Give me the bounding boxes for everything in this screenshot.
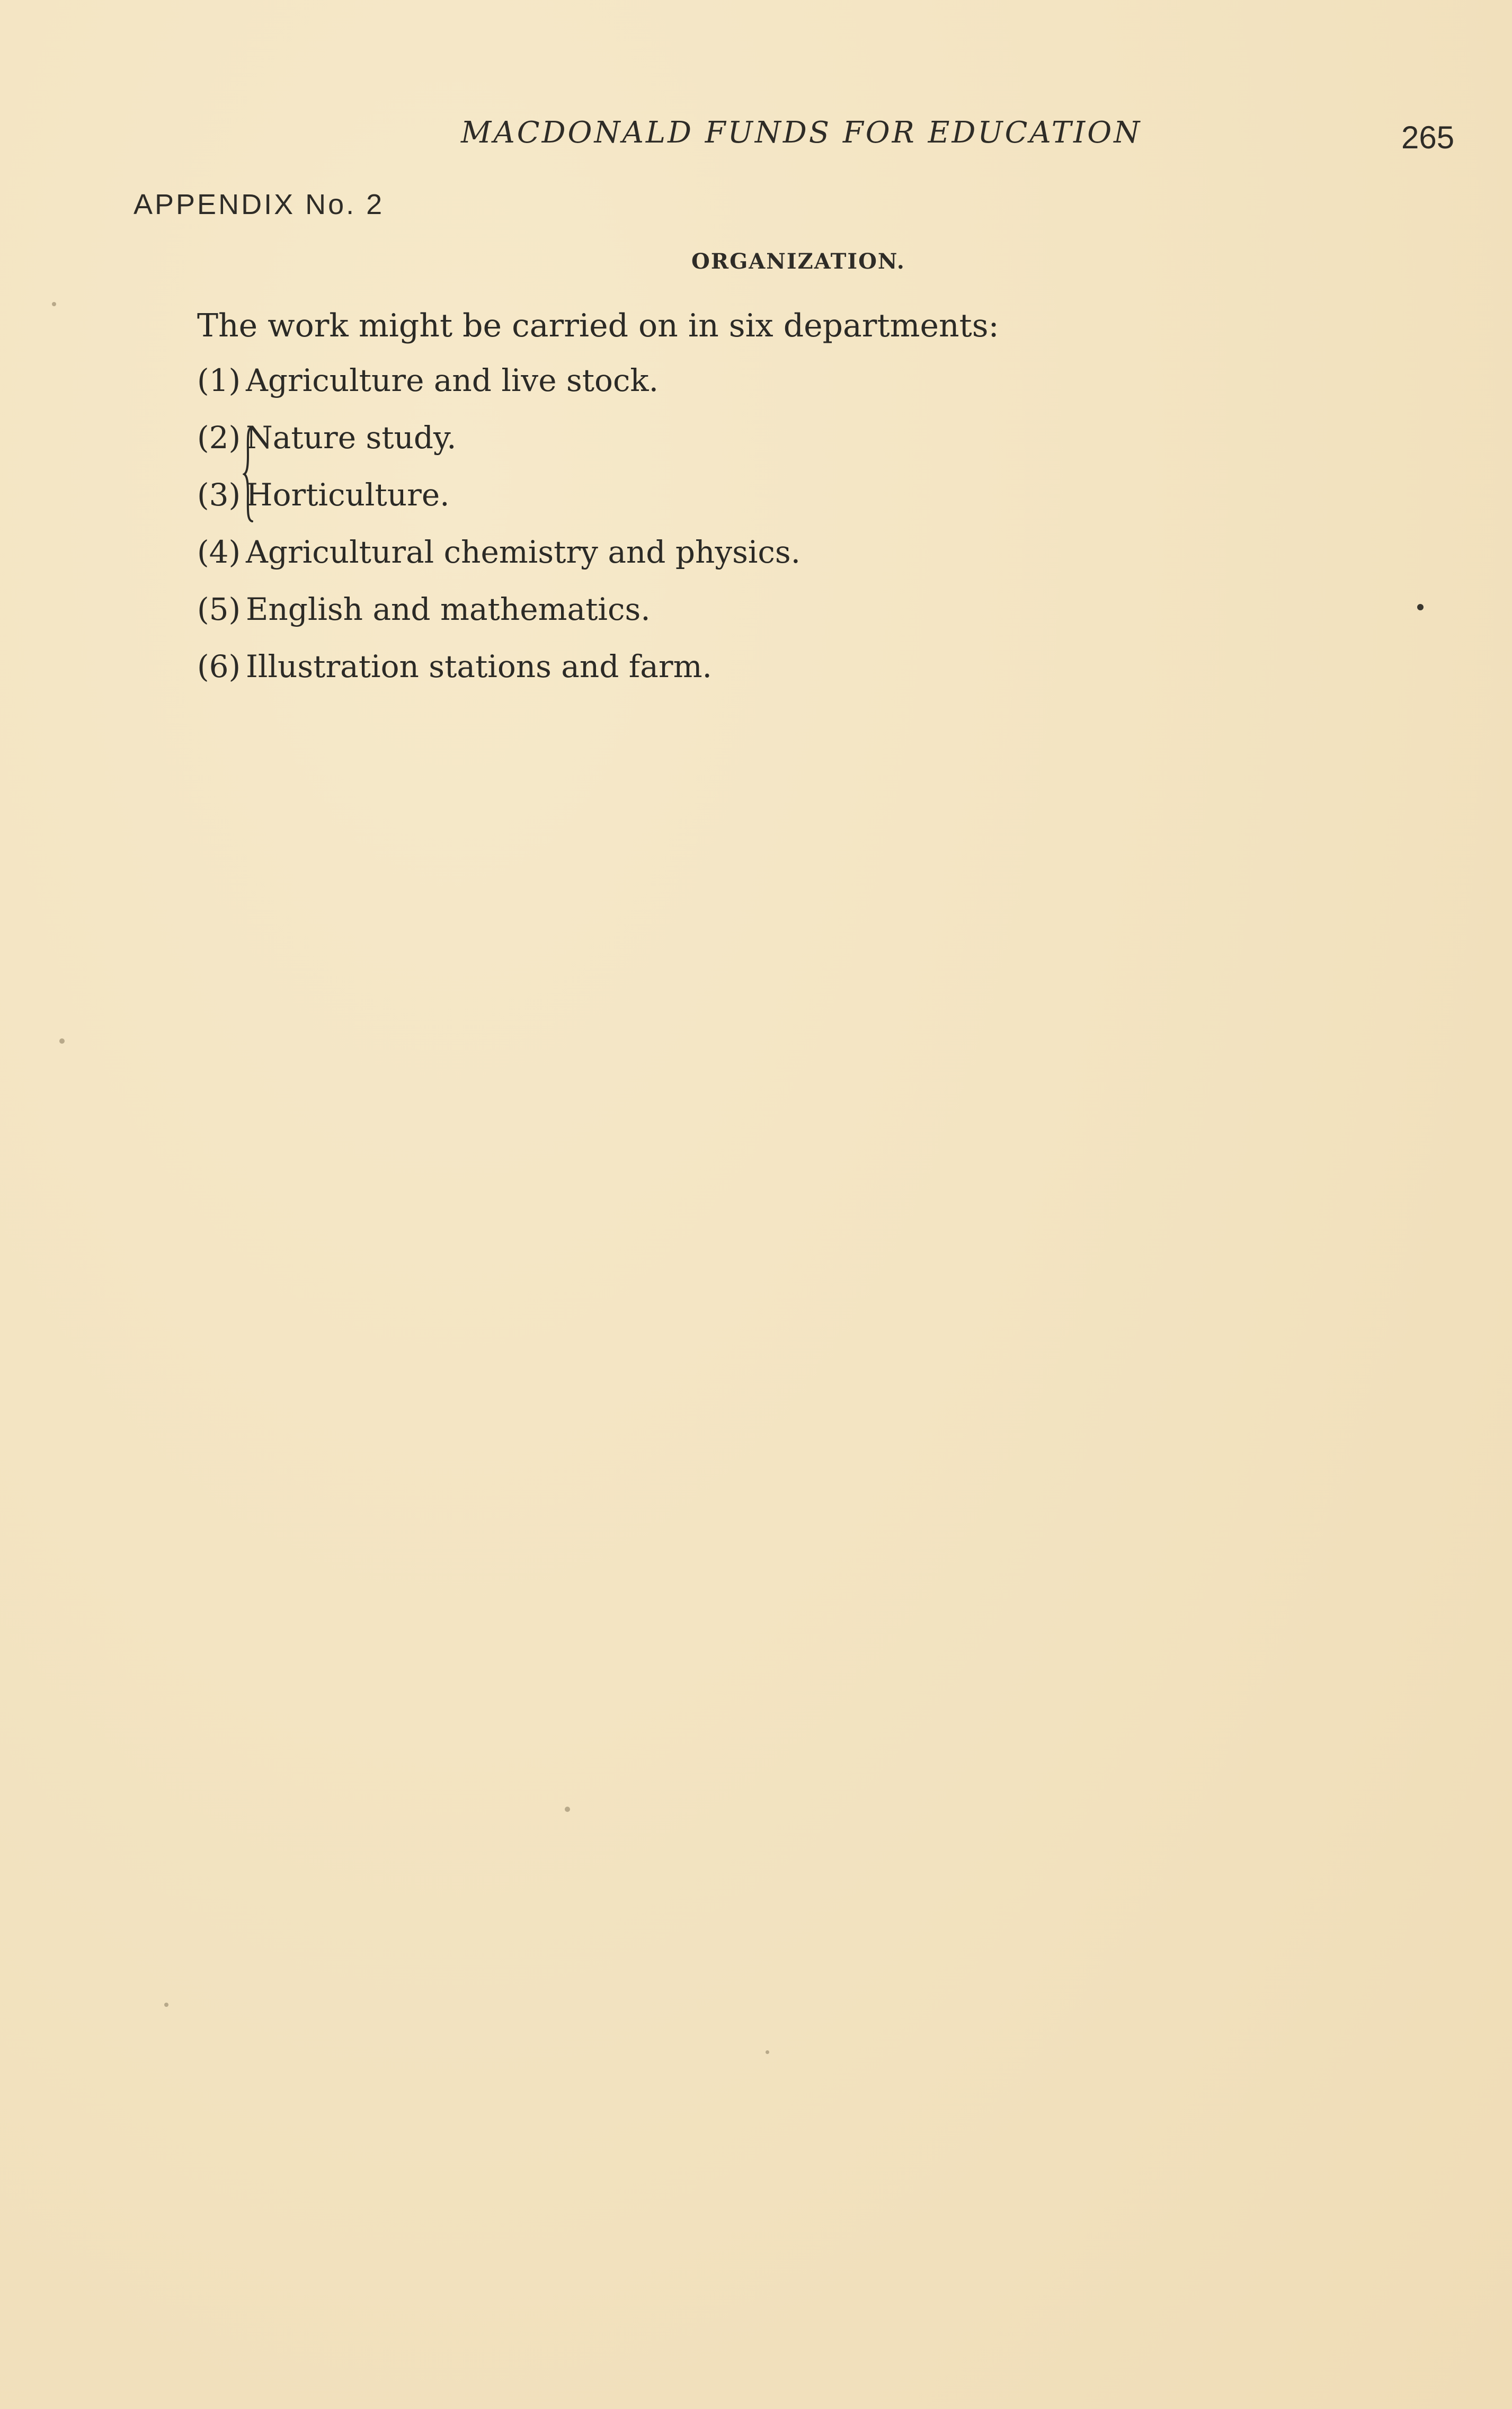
department-text: Agricultural chemistry and physics. — [246, 534, 801, 570]
department-number: (1) — [197, 362, 241, 398]
department-number: (6) — [197, 648, 241, 685]
department-text: English and mathematics. — [246, 591, 651, 627]
department-text: Nature study. — [246, 420, 457, 456]
department-item — [197, 362, 801, 422]
paper-speck — [766, 2050, 769, 2054]
department-item — [197, 593, 801, 651]
appendix-label: APPENDIX No. 2 — [134, 189, 385, 220]
department-number: (2) — [197, 420, 241, 456]
department-item — [197, 648, 801, 708]
department-number: (5) — [197, 591, 241, 627]
curly-brace-icon — [243, 424, 254, 525]
paper-speck — [1417, 604, 1424, 610]
department-text: Illustration stations and farm. — [246, 648, 712, 685]
department-item — [197, 422, 801, 479]
intro-paragraph: The work might be carried on in six departments: — [197, 307, 999, 344]
paper-speck — [52, 302, 56, 306]
paper-speck — [59, 1038, 65, 1044]
department-text: Horticulture. — [246, 477, 450, 513]
department-number: (4) — [197, 534, 241, 570]
department-text: Agriculture and live stock. — [246, 362, 659, 398]
department-number: (3) — [197, 477, 241, 513]
paper-speck — [164, 2003, 168, 2007]
page-number: 265 — [1401, 120, 1455, 155]
department-item — [197, 536, 801, 593]
department-item — [197, 479, 801, 536]
paper-speck — [565, 1807, 570, 1812]
running-head: MACDONALD FUNDS FOR EDUCATION — [461, 115, 1142, 150]
section-heading: ORGANIZATION. — [691, 249, 905, 274]
department-list — [197, 362, 801, 708]
